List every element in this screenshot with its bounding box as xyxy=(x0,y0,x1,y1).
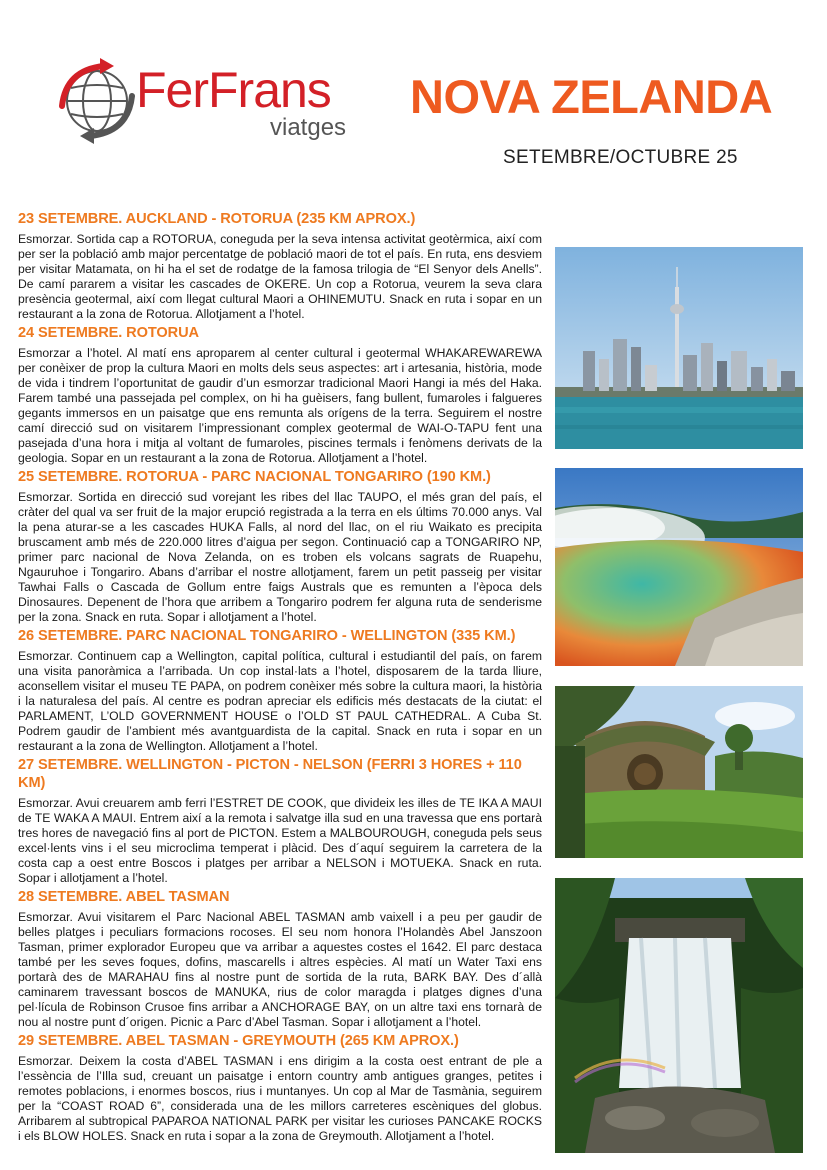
brand-logo xyxy=(52,56,382,146)
day-section xyxy=(18,324,542,466)
day-section xyxy=(18,627,542,754)
day-title: 26 SETEMBRE. PARC NACIONAL TONGARIRO - WELLINGTON (335 KM.) xyxy=(18,628,516,644)
geothermal-pool-photo xyxy=(555,468,803,666)
day-title: 25 SETEMBRE. ROTORUA - PARC NACIONAL TONGARIRO (190 KM.) xyxy=(18,469,491,485)
brand-subtitle: viatges xyxy=(270,114,347,141)
day-title: 24 SETEMBRE. ROTORUA xyxy=(18,325,199,341)
day-text: Esmorzar. Sortida en direcció sud vorejant les ribes del llac TAUPO, el més gran del país, el cràter del qual va ser fruit de la major erupció registrada a la terra en els últims 70.000 anys. Val la pena aturar-se a les cascades HUKA Falls, al nord del llac, on el riu Waikato es precipita bruscament amb més de 220.000 litres d’aigua per segon. Continuació cap a TONGARIRO NP, primer parc nacional de Nova Zelanda, on es troben els volcans sagrats de Ruapehu, Ngauruhoe i Tongariro. Abans d’arribar el nostre allotjament, farem un petit passeig per visitar Tawhai Falls o Cascada de Gollum entre faigs Australs que es remunten a l’època dels Dinosaures. Depenent de l’hora que arribem a Tongariro podrem fer alguna ruta de senderisme per la zona. Snack en ruta. Sopar i allotjament a l’hotel. xyxy=(18,490,542,624)
day-text: Esmorzar. Deixem la costa d’ABEL TASMAN i ens dirigim a la costa oest entrant de ple a l’essència de l’Illa sud, creuant un paisatge i entorn country amb antigues granges, petites i remotes poblacions, i enormes boscos, rius i muntanyes. Un cop al Mar de Tasmània, seguirem per la “COAST ROAD 6”, considerada una de les millors carreteres escèniques del globus. Arribarem al subtropical PAPAROA NATIONAL PARK per visitar les curioses PANCAKE ROCKS i els BLOW HOLES. Snack en ruta i sopar a la zona de Greymouth. Allotjament a l’hotel. xyxy=(18,1054,542,1143)
brand-name: FerFrans xyxy=(136,62,331,118)
skyline-photo xyxy=(555,247,803,449)
waterfall-photo xyxy=(555,878,803,1153)
day-title: 28 SETEMBRE. ABEL TASMAN xyxy=(18,889,230,905)
itinerary xyxy=(18,210,542,1146)
day-text: Esmorzar. Avui visitarem el Parc Nacional ABEL TASMAN amb vaixell i a peu per gaudir de belles platges i peculiars formacions rocoses. El seu nom honora l’Holandès Abel Janszoon Tasman, primer explorador Europeu que va arribar a aquestes costes el 1642. El parc destaca també per les seves foques, dofins, mascarells i altres espècies. Al matí un Water Taxi ens portarà des de MARAHAU fins al nostre punt de sortida de la ruta, BARK BAY. Des d´allà caminarem travessant boscos de MANUKA, rius de color maragda i platges dignes d’una pel·lícula de Robinson Crusoe fins arribar a ANCHORAGE BAY, on un altre taxi ens tornarà de nou al nostre punt d´origen. Picnic a Parc d’Abel Tasman. Sopar i allotjament a l’hotel. xyxy=(18,910,542,1029)
day-text: Esmorzar. Avui creuarem amb ferri l’ESTRET DE COOK, que divideix les illes de TE IKA A MAUI de TE WAKA A MAUI. Entrem així a la remota i salvatge illa sud en una travessa que ens portarà tres hores de navegació fins al port de PICTON. Estem a MALBOUROUGH, coneguda pels seus excel·lents vins i el seu microclima temperat i plàcid. Des d´aquí seguirem la carretera de la costa cap a oest entre Boscos i platges per arribar a NELSON i MOTUEKA. Snack en ruta. Sopar i allotjament a l’hotel. xyxy=(18,796,542,885)
hobbit-hole-photo xyxy=(555,686,803,858)
day-section xyxy=(18,1032,542,1144)
day-title: 23 SETEMBRE. AUCKLAND - ROTORUA (235 KM APROX.) xyxy=(18,211,416,227)
day-text: Esmorzar a l’hotel. Al matí ens aproparem al center cultural i geotermal WHAKAREWAREWA per conèixer de prop la cultura Maori en molts dels seus aspectes: art i artesania, història, mode de vida i tindrem l’oportunitat de gaudir d’un esmorzar tradicional Maori Hangi ia més del Haka. Farem també una passejada pel complex, on hi ha guèisers, fang bullent, fumaroles i falgueres gegants immersos en un paisatge que ens remunta als orígens de la terra. Seguirem el nostre camí direcció sud on visitarem l’impressionant complex geotermal de WAI-O-TAPU fent una pasejada d’una hora i mitja al voltant de fumaroles, piscines termals i fenòmens derivats de la geologia. Sopar en un restaurant a la zona de Rotorua. Allotjament a l’hotel. xyxy=(18,346,542,465)
day-title: 27 SETEMBRE. WELLINGTON - PICTON - NELSON (FERRI 3 HORES + 110 KM) xyxy=(18,757,522,791)
page-title: NOVA ZELANDA xyxy=(410,70,773,123)
globe-icon xyxy=(52,56,142,146)
day-section xyxy=(18,210,542,322)
day-text: Esmorzar. Continuem cap a Wellington, capital política, cultural i estudiantil del país, on farem una visita panoràmica a l’arribada. Un cop instal·lats a l’hotel, disposarem de la tarda lliure, aconsellem visitar el museu TE PAPA, on podrem conèixer més sobre la cultura maori, la història i la naturalesa del país. Al centre es podran apreciar els edificis més destacats de la ciutat: el PARLAMENT, L’OLD GOVERNMENT HOUSE o l’OLD ST PAUL CATHEDRAL. A Cuba St. Podrem gaudir de l’ambient més avantguardista de la capital. Snack en ruta i sopar en un restaurant a la zona de Wellington. Allotjament a l’hotel. xyxy=(18,649,542,753)
day-title: 29 SETEMBRE. ABEL TASMAN - GREYMOUTH (265 KM APROX.) xyxy=(18,1033,459,1049)
travel-dates: SETEMBRE/OCTUBRE 25 xyxy=(503,147,738,168)
day-section xyxy=(18,756,542,886)
day-section xyxy=(18,468,542,625)
day-section xyxy=(18,888,542,1030)
day-text: Esmorzar. Sortida cap a ROTORUA, coneguda per la seva intensa activitat geotèrmica, així com per ser la població amb major percentatge de població maori de tot el país. En ruta, ens desviem per visitar Matamata, on hi ha el set de rodatge de la famosa trilogia de “El Senyor dels Anells”. De camí pararem a visitar les cascades de OKERE. Un cop a Rotorua, veurem la seva clara presència geotermal, així com llegat cultural Maori a OHINEMUTU. Snack en ruta i sopar en un restaurant a la zona de Rotorua. Allotjament a l’hotel. xyxy=(18,232,542,321)
